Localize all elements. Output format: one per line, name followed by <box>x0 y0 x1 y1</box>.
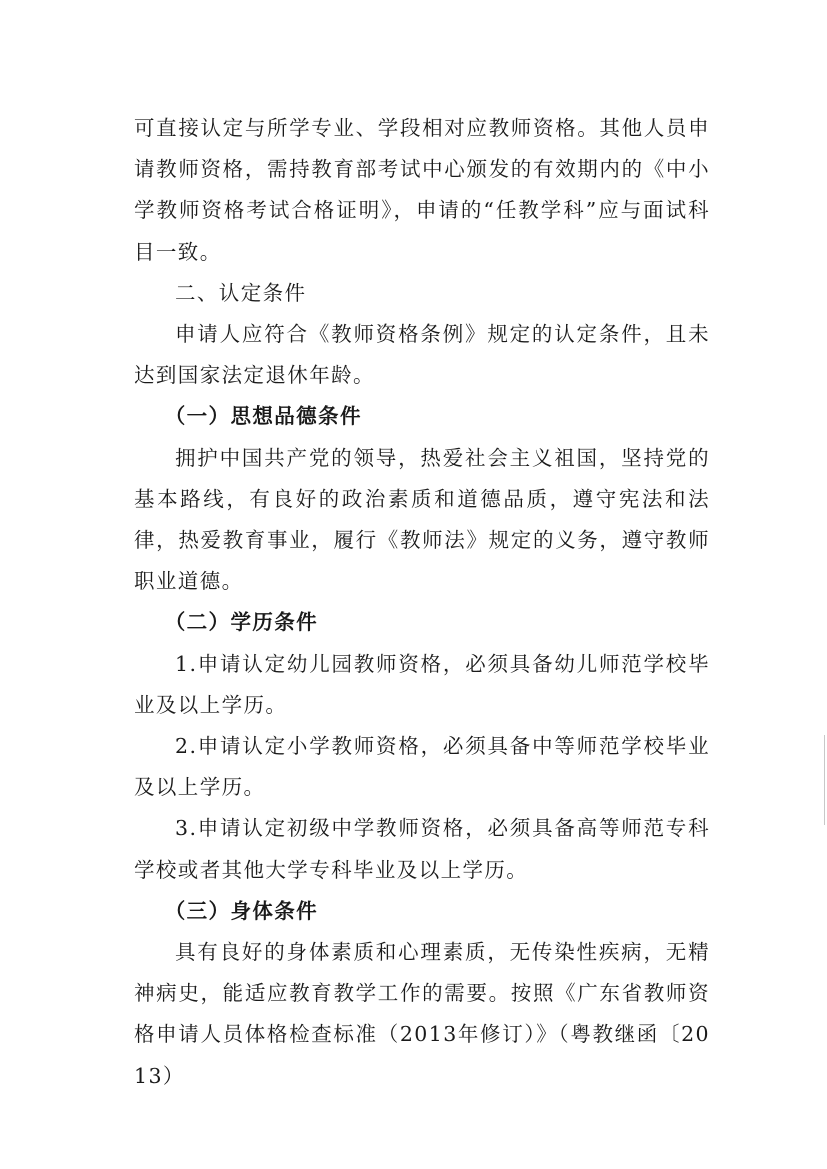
scan-edge-mark <box>824 735 825 825</box>
continued-paragraph: 可直接认定与所学专业、学段相对应教师资格。其他人员申请教师资格，需持教育部考试中心颁发的有效期内的《中小学教师资格考试合格证明》，申请的“任教学科”应与面试科目一致。 <box>134 116 710 264</box>
subheading-moral-conditions: （一）思想品德条件 <box>164 404 362 429</box>
paragraph-primary-requirement: 2.申请认定小学教师资格，必须具备中等师范学校毕业及以上学历。 <box>134 734 710 800</box>
paragraph-junior-middle-requirement: 3.申请认定初级中学教师资格，必须具备高等师范专科学校或者其他大学专科毕业及以上学历。 <box>134 816 710 882</box>
paragraph-physical-conditions: 具有良好的身体素质和心理素质，无传染性疾病，无精神病史，能适应教育教学工作的需要。按照《广东省教师资格申请人员体格检查标准（2013年修订）》（粤教继函〔2013） <box>134 940 710 1088</box>
paragraph-kindergarten-requirement: 1.申请认定幼儿园教师资格，必须具备幼儿师范学校毕业及以上学历。 <box>134 651 710 717</box>
section-heading-certification-conditions: 二、认定条件 <box>175 280 307 305</box>
subheading-physical-conditions: （三）身体条件 <box>164 898 319 923</box>
subheading-education-conditions: （二）学历条件 <box>164 610 319 635</box>
paragraph-applicant-requirements: 申请人应符合《教师资格条例》规定的认定条件，且未达到国家法定退休年龄。 <box>134 322 710 388</box>
paragraph-moral-conditions: 拥护中国共产党的领导，热爱社会主义祖国，坚持党的基本路线，有良好的政治素质和道德品质，遵守宪法和法律，热爱教育事业，履行《教师法》规定的义务，遵守教师职业道德。 <box>134 445 710 594</box>
document-body <box>134 108 710 1097</box>
